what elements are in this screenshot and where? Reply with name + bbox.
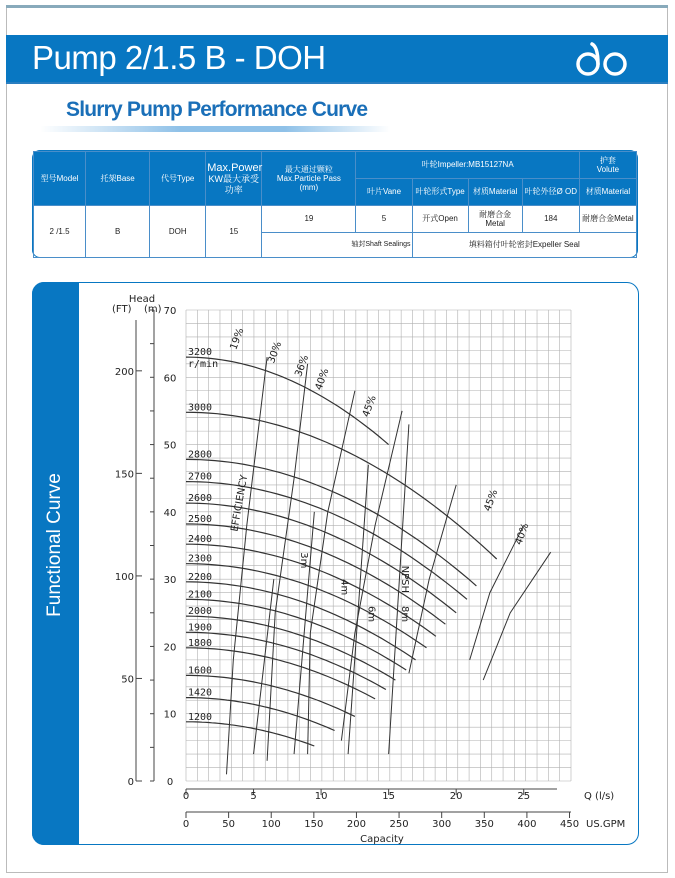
th-volute-line1: 护套: [599, 155, 616, 165]
speed-label-2400: 2400: [188, 534, 213, 546]
npsh-line: [254, 579, 274, 754]
speed-label-1800: 1800: [188, 637, 213, 649]
q-tick-label: 25: [517, 791, 531, 802]
head-m-tick-label: 10: [163, 709, 177, 721]
cell-volute-material: 耐磨合金Metal: [579, 206, 636, 233]
page-title: Pump 2/1.5 B - DOH: [32, 39, 326, 76]
head-ft-tick-label: 0: [127, 777, 134, 788]
npsh-label: 8m: [399, 606, 411, 623]
th-od: 叶轮外径Ø OD: [522, 179, 579, 206]
speed-label-2200: 2200: [188, 571, 213, 583]
th-base: 托架Base: [86, 152, 150, 206]
head-m-tick-label: 70: [163, 306, 177, 317]
q-tick-label: 5: [250, 791, 257, 802]
speed-label-2700: 2700: [188, 471, 213, 483]
efficiency-label: 40%: [313, 367, 332, 392]
gpm-tick-label: 50: [222, 819, 235, 830]
subtitle: Slurry Pump Performance Curve: [66, 98, 368, 121]
gpm-tick-label: 450: [559, 819, 580, 830]
head-m-tick-label: 60: [163, 373, 177, 385]
th-vane: 叶片Vane: [356, 179, 412, 206]
cell-model: 2 /1.5: [34, 206, 86, 258]
th-power-line2: KW最大承受: [208, 174, 260, 185]
speed-curve-2200: [186, 582, 416, 660]
npsh-line: [348, 465, 368, 754]
cell-od: 184: [522, 206, 579, 233]
speed-label-3000: 3000: [188, 402, 213, 414]
th-particle-line2: Max.Particle Pass: [276, 173, 341, 183]
gpm-tick-label: 250: [389, 819, 409, 830]
speed-label-2300: 2300: [188, 553, 213, 565]
cell-seal-value: 填料箱付叶轮密封Expeller Seal: [412, 233, 636, 258]
head-m-unit: (m): [144, 304, 162, 315]
speed-label-1900: 1900: [188, 622, 213, 634]
head-m-tick-label: 20: [163, 642, 177, 654]
head-axis-label: Head: [128, 294, 156, 305]
npsh-label: 6m: [365, 606, 377, 623]
head-m-tick-label: 30: [163, 575, 177, 587]
gpm-tick-label: 100: [261, 819, 281, 830]
efficiency-label: 19%: [228, 326, 247, 352]
th-material: 材质Material: [468, 179, 522, 206]
cell-material: 耐磨合金Metal: [468, 206, 522, 233]
cell-vane: 5: [356, 206, 412, 233]
gpm-unit-label: US.GPM: [586, 819, 626, 830]
x-axis-title: Capacity: [360, 834, 404, 845]
gpm-tick-label: 350: [474, 819, 494, 830]
gpm-tick-label: 150: [304, 819, 324, 830]
cell-particle: 19: [262, 206, 356, 233]
th-power-line1: Max.Power: [207, 161, 263, 174]
efficiency-label: 45%: [360, 394, 379, 419]
npsh-label: NPSH: [399, 565, 411, 594]
q-tick-label: 0: [182, 791, 190, 802]
speed-label-2800: 2800: [188, 449, 213, 461]
gpm-tick-label: 0: [182, 819, 190, 830]
speed-label-3200: 3200: [188, 347, 213, 359]
gpm-tick-label: 400: [517, 819, 537, 830]
efficiency-title: EFFICIENCY: [229, 474, 251, 533]
speed-curve-3000: [186, 412, 497, 559]
q-unit-label: Q (l/s): [584, 791, 615, 802]
efficiency-label: 36%: [293, 353, 312, 379]
head-ft-tick-label: 100: [114, 571, 134, 583]
cell-seal-label: 轴封Shaft Sealings: [262, 233, 412, 258]
speed-label-1200: 1200: [188, 711, 213, 723]
q-tick-label: 15: [382, 791, 395, 802]
npsh-label: 3m: [297, 552, 309, 569]
q-tick-label: 10: [314, 791, 328, 802]
cell-base: B: [86, 206, 150, 258]
th-model: 型号Model: [34, 152, 86, 206]
side-label: Functional Curve: [44, 473, 65, 617]
efficiency-label: 45%: [482, 488, 501, 513]
npsh-label: 4m: [338, 579, 350, 596]
head-m-tick-label: 50: [163, 440, 177, 452]
th-power-line3: 功率: [224, 184, 243, 195]
head-m-tick-label: 0: [166, 777, 174, 788]
speed-label-2500: 2500: [188, 513, 213, 525]
th-impeller-type: 叶轮形式Type: [412, 179, 468, 206]
rpm-unit-label: r/min: [188, 359, 219, 371]
head-ft-tick-label: 50: [121, 674, 134, 686]
gpm-tick-label: 200: [346, 819, 367, 830]
th-particle-line1: 最大通过颗粒: [284, 164, 333, 174]
q-tick-label: 20: [449, 791, 463, 802]
cell-type: DOH: [150, 206, 206, 258]
speed-curve-3200: [186, 357, 389, 445]
head-ft-tick-label: 200: [114, 366, 134, 378]
speed-label-1600: 1600: [188, 665, 213, 677]
gpm-tick-label: 300: [432, 819, 452, 830]
th-volute-line2: Volute: [596, 165, 620, 174]
efficiency-label: 30%: [266, 340, 285, 365]
speed-label-1420: 1420: [188, 687, 213, 699]
speed-label-2600: 2600: [188, 493, 213, 505]
th-volute-material: 材质Material: [579, 179, 636, 206]
efficiency-line: [483, 552, 551, 680]
speed-label-2000: 2000: [188, 606, 213, 618]
th-impeller: 叶轮Impeller:MB15127NA: [356, 152, 579, 179]
speed-label-2100: 2100: [188, 589, 213, 601]
head-ft-tick-label: 150: [114, 469, 134, 481]
th-particle-line3: (mm): [299, 183, 319, 193]
head-m-tick-label: 40: [163, 507, 177, 519]
efficiency-label: 40%: [513, 521, 532, 547]
cell-power: 15: [206, 206, 262, 258]
cell-impeller-type: 开式Open: [412, 206, 468, 233]
th-type: 代号Type: [150, 152, 206, 206]
head-ft-unit: (FT): [112, 304, 132, 315]
